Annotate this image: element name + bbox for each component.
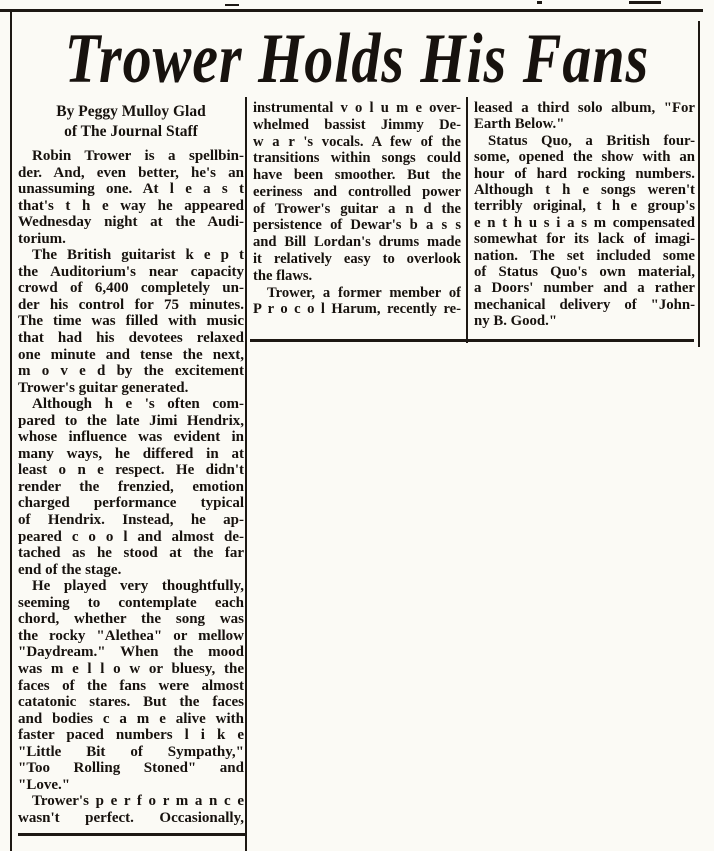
text-line: charged performance typical xyxy=(18,495,244,512)
text-line: The British guitarist k e p t xyxy=(32,247,244,264)
column-3 xyxy=(474,100,695,330)
text-line: Trower's p e r f o r m a n c e xyxy=(32,793,244,810)
paragraph xyxy=(18,396,244,578)
byline xyxy=(18,100,244,141)
text-line: wasn't perfect. Occasionally, xyxy=(18,809,244,826)
text-line: instrumental v o l u m e over- xyxy=(253,100,461,116)
text-line: whose influence was evident in xyxy=(18,429,244,446)
text-line: unassuming one. At l e a s t xyxy=(18,181,244,198)
top-rule xyxy=(0,9,703,12)
text-line: that's t h e way he appeared xyxy=(18,197,244,214)
paragraph xyxy=(474,133,695,330)
text-line: nation. The set included some xyxy=(474,247,695,264)
text-line: der his control for 75 minutes. xyxy=(18,296,244,313)
text-line: the rocky "Alethea" or mellow xyxy=(18,627,244,644)
text-line: der. And, even better, he's an xyxy=(18,164,244,181)
text-line: some, opened the show with an xyxy=(474,149,695,166)
text-line: Status Quo, a British four- xyxy=(488,132,695,149)
paragraph xyxy=(474,100,695,133)
byline-author: By Peggy Mulloy Glad xyxy=(56,103,206,120)
text-line: the Auditorium's near capacity xyxy=(18,263,244,280)
text-line: of Trower's guitar a n d the xyxy=(253,200,461,217)
text-line: have been smoother. But the xyxy=(253,167,461,184)
column-2 xyxy=(253,100,461,318)
byline-staff: of The Journal Staff xyxy=(64,122,198,140)
text-line: "Daydream." When the mood xyxy=(18,644,244,661)
text-line: catatonic stares. But the faces xyxy=(18,694,244,711)
column-divider-1 xyxy=(245,97,247,851)
text-line: Wednesday night at the Audi- xyxy=(18,214,244,231)
text-line: peared c o o l and almost de- xyxy=(18,528,244,545)
text-line: that had his devotees relaxed xyxy=(18,330,244,347)
paragraph xyxy=(18,148,244,247)
text-line: persistence of Dewar's b a s s xyxy=(253,217,461,234)
article-left-border xyxy=(10,12,12,851)
column-1-end-rule xyxy=(18,833,246,836)
text-line: end of the stage. xyxy=(18,561,122,578)
text-line: tached as he stood at the far xyxy=(18,545,244,562)
text-line: w a r 's vocals. A few of the xyxy=(253,133,461,150)
text-line: a Doors' number and a rather xyxy=(474,280,695,297)
scan-dash-mark xyxy=(629,1,661,4)
text-line: least o n e respect. He didn't xyxy=(18,462,244,479)
text-line: mechanical delivery of "John- xyxy=(474,296,695,313)
scan-dot-mark xyxy=(537,1,542,4)
text-line: P r o c o l Harum, recently re- xyxy=(253,301,461,318)
text-line: chord, whether the song was xyxy=(18,611,244,628)
text-line: ny B. Good." xyxy=(474,313,558,330)
text-line: and bodies c a m e alive with xyxy=(18,710,244,727)
text-line: was m e l l o w or bluesy, the xyxy=(18,660,244,677)
text-line: eeriness and controlled power xyxy=(253,183,461,200)
text-line: Although h e 's often com- xyxy=(32,396,244,413)
text-line: leased a third solo album, "For xyxy=(474,100,695,116)
text-line: e n t h u s i a s m compensated xyxy=(474,214,695,231)
text-line: Earth Below." xyxy=(474,116,565,133)
text-line: the flaws. xyxy=(253,267,313,284)
text-line: transitions within songs could xyxy=(253,150,461,167)
text-line: whelmed bassist Jimmy De- xyxy=(253,116,461,133)
text-line: Trower's guitar generated. xyxy=(18,379,189,396)
text-line: "Love." xyxy=(18,776,71,793)
text-line: of Hendrix. Instead, he ap- xyxy=(18,512,244,529)
text-line: it relatively easy to overlook xyxy=(253,251,461,268)
text-line: seeming to contemplate each xyxy=(18,594,244,611)
paragraph xyxy=(18,793,244,826)
text-line: torium. xyxy=(18,230,66,247)
text-line: m o v e d by the excitement xyxy=(18,363,244,380)
columns-2-3-end-rule xyxy=(250,339,694,342)
text-line: He played very thoughtfully, xyxy=(32,578,244,595)
text-line: many ways, he differed in at xyxy=(18,445,244,462)
paragraph xyxy=(18,578,244,793)
text-line: crowd of 6,400 completely un- xyxy=(18,280,244,297)
text-line: Robin Trower is a spellbin- xyxy=(32,148,244,164)
text-line: render the frenzied, emotion xyxy=(18,478,244,495)
headline: Trower Holds His Fans xyxy=(64,18,650,98)
column-divider-2 xyxy=(466,97,468,343)
text-line: hour of hard rocking numbers. xyxy=(474,165,695,182)
text-line: terribly original, t h e group's xyxy=(474,198,695,215)
text-line: somewhat for its lack of imagi- xyxy=(474,231,695,248)
text-line: faces of the fans were almost xyxy=(18,677,244,694)
text-line: Although t h e songs weren't xyxy=(474,182,695,199)
paragraph xyxy=(18,247,244,396)
text-line: pared to the late Jimi Hendrix, xyxy=(18,412,244,429)
text-line: Trower, a former member of xyxy=(267,284,461,301)
text-line: one minute and tense the next, xyxy=(18,346,244,363)
scan-dash-mark xyxy=(225,4,239,6)
text-line: and Bill Lordan's drums made xyxy=(253,234,461,251)
text-line: of Status Quo's own material, xyxy=(474,264,695,281)
text-line: "Too Rolling Stoned" and xyxy=(18,760,244,777)
text-line: faster paced numbers l i k e xyxy=(18,727,244,744)
text-line: "Little Bit of Sympathy," xyxy=(18,743,244,760)
paragraph xyxy=(253,285,461,319)
paragraph xyxy=(253,100,461,285)
column-1 xyxy=(18,100,244,826)
text-line: The time was filled with music xyxy=(18,313,244,330)
article-right-border xyxy=(698,21,700,347)
